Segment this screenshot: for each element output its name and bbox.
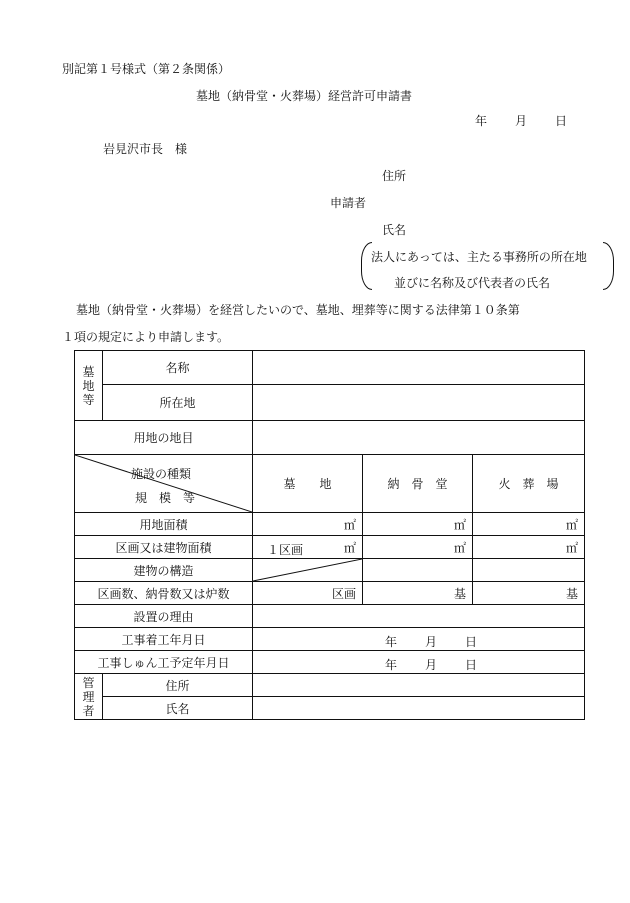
count-kasoba[interactable] — [473, 582, 585, 605]
row-land-category — [75, 421, 585, 455]
group-bochi-char-1: 墓 — [82, 364, 95, 379]
count-label: 区画数、納骨数又は炉数 — [75, 582, 253, 605]
start-date-field[interactable] — [253, 628, 585, 651]
mgr-name-label: 氏名 — [103, 697, 253, 720]
row-facility-header — [75, 455, 585, 513]
unit-ki: 基 — [566, 586, 579, 601]
group-kanrisha-char-2: 理 — [82, 689, 95, 704]
location-label: 所在地 — [103, 385, 253, 421]
group-bochi — [75, 351, 103, 421]
lot-area-kasoba[interactable] — [473, 536, 585, 559]
form-number: 別記第１号様式（第２条関係） — [62, 62, 231, 76]
mgr-name-field[interactable] — [253, 697, 585, 720]
col-bochi: 墓 地 — [253, 455, 363, 513]
addressee: 岩見沢市長 様 — [103, 142, 188, 156]
structure-bochi-na — [253, 559, 363, 582]
unit-m2: ㎡ — [566, 540, 579, 555]
row-land-area — [75, 513, 585, 536]
row-structure — [75, 559, 585, 582]
name-label: 名称 — [103, 351, 253, 385]
corp-note-bracket-right — [603, 242, 614, 290]
corp-note-line2: 並びに名称及び代表者の氏名 — [394, 276, 551, 290]
application-table — [74, 350, 585, 720]
unit-m2: ㎡ — [566, 517, 579, 532]
land-category-label: 用地の地目 — [75, 421, 253, 455]
date-year-label: 年 — [475, 114, 488, 128]
lot-area-bochi[interactable] — [253, 536, 363, 559]
name-field[interactable] — [253, 351, 585, 385]
col-nokotsudo: 納 骨 堂 — [363, 455, 473, 513]
row-mgr-name — [75, 697, 585, 720]
start-date-label: 工事着工年月日 — [75, 628, 253, 651]
body-text-line2: １項の規定により申請します。 — [62, 330, 230, 344]
unit-m2: ㎡ — [343, 517, 356, 532]
land-area-bochi[interactable] — [253, 513, 363, 536]
start-day: 日 — [465, 635, 478, 649]
scale-label: 規 模 等 — [135, 491, 196, 505]
row-location — [75, 385, 585, 421]
applicant-label: 申請者 — [330, 196, 367, 210]
start-month: 月 — [425, 635, 438, 649]
group-kanrisha-char-1: 管 — [82, 675, 95, 690]
count-bochi[interactable] — [253, 582, 363, 605]
group-bochi-char-3: 等 — [82, 392, 95, 407]
row-name — [75, 351, 585, 385]
location-field[interactable] — [253, 385, 585, 421]
unit-ki: 基 — [453, 586, 466, 601]
facility-type-header — [75, 455, 253, 513]
structure-kasoba[interactable] — [473, 559, 585, 582]
group-bochi-char-2: 地 — [82, 378, 95, 393]
page-title: 墓地（納骨堂・火葬場）経営許可申請書 — [196, 89, 413, 103]
land-area-kasoba[interactable] — [473, 513, 585, 536]
row-mgr-address — [75, 674, 585, 697]
land-category-field[interactable] — [253, 421, 585, 455]
mgr-address-label: 住所 — [103, 674, 253, 697]
row-count — [75, 582, 585, 605]
reason-field[interactable] — [253, 605, 585, 628]
land-area-nokotsudo[interactable] — [363, 513, 473, 536]
reason-label: 設置の理由 — [75, 605, 253, 628]
mgr-address-field[interactable] — [253, 674, 585, 697]
corp-note-line1: 法人にあっては、主たる事務所の所在地 — [371, 250, 587, 264]
count-nokotsudo[interactable] — [363, 582, 473, 605]
end-date-field[interactable] — [253, 651, 585, 674]
date-month-label: 月 — [515, 114, 528, 128]
unit-kukaku: 区画 — [331, 586, 356, 601]
facility-type-label: 施設の種類 — [131, 467, 192, 481]
structure-label: 建物の構造 — [75, 559, 253, 582]
row-end-date — [75, 651, 585, 674]
unit-m2: ㎡ — [453, 517, 466, 532]
group-kanrisha — [75, 674, 103, 720]
structure-nokotsudo[interactable] — [363, 559, 473, 582]
lot-area-label: 区画又は建物面積 — [75, 536, 253, 559]
end-day: 日 — [465, 658, 478, 672]
unit-m2: ㎡ — [343, 540, 356, 555]
row-start-date — [75, 628, 585, 651]
date-day-label: 日 — [555, 114, 568, 128]
end-date-label: 工事しゅん工予定年月日 — [75, 651, 253, 674]
start-year: 年 — [385, 635, 398, 649]
diagonal-line — [253, 559, 362, 581]
unit-m2: ㎡ — [453, 540, 466, 555]
lot-area-nokotsudo[interactable] — [363, 536, 473, 559]
end-month: 月 — [425, 658, 438, 672]
end-year: 年 — [385, 658, 398, 672]
land-area-label: 用地面積 — [75, 513, 253, 536]
applicant-address-label: 住所 — [382, 169, 407, 183]
applicant-name-label: 氏名 — [382, 223, 407, 237]
row-lot-area — [75, 536, 585, 559]
group-kanrisha-char-3: 者 — [82, 703, 95, 718]
col-kasoba: 火 葬 場 — [473, 455, 585, 513]
lot-prefix: １区画 — [267, 543, 304, 557]
row-reason — [75, 605, 585, 628]
body-text-line1: 墓地（納骨堂・火葬場）を経営したいので、墓地、埋葬等に関する法律第１０条第 — [76, 303, 520, 317]
